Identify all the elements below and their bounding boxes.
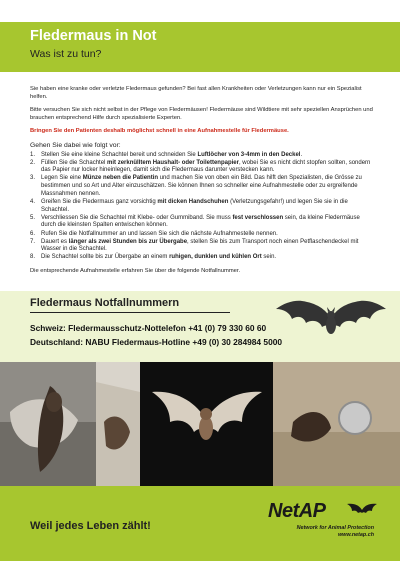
photo-bat-hand [0, 362, 96, 486]
flying-bat-icon [272, 295, 390, 357]
netap-logo[interactable] [268, 500, 380, 556]
photo-bat-flight [140, 362, 273, 486]
photo-bat-box [96, 362, 140, 486]
hotline-germany: Deutschland: NABU Fledermaus-Hotline +49 (0) 30 284984 5000 [30, 337, 283, 347]
logo-url-link[interactable]: www.netap.ch [337, 532, 374, 538]
page-subtitle: Was ist zu tun? [30, 48, 102, 60]
footer-banner [0, 486, 400, 561]
header-banner [0, 22, 400, 72]
step-item: 6. Rufen Sie die Notfallnummer an und lassen Sie sich die nächste Aufnahmestelle nennen. [30, 230, 278, 237]
hotline-switzerland: Schweiz: Fledermausschutz-Nottelefon +41 (0) 79 330 60 60 [30, 323, 267, 333]
logo-tagline: Network for Animal Protection [296, 525, 374, 531]
warning-text: Bringen Sie den Patienten deshalb möglichst schnell in eine Aufnahmestelle für Fledermäuse. [30, 128, 289, 135]
step-item: 7. Dauert es länger als zwei Stunden bis zur Übergabe, stellen Sie bis zum Transport noch einen Petflaschendeckel mit Wasser in die Schachtel. [30, 238, 359, 253]
hotline-underline [30, 312, 230, 313]
intro-paragraph-1: Sie haben eine kranke oder verletzte Fledermaus gefunden? Bei fast allen Krankheiten oder Verletzungen kann nur ein Spezialist helfen. [30, 86, 362, 100]
hotline-title: Fledermaus Notfallnummern [30, 297, 180, 309]
main-content [30, 86, 375, 282]
intro-paragraph-2: Bitte versuchen Sie sich nicht selbst in der Pflege von Fledermäusen! Fledermäuse sind Wildtiere mit sehr speziellen Ansprüchen und brauchen entsprechend Hilfe durch spezialisierte Experten. [30, 107, 373, 121]
logo-bat-icon [346, 502, 378, 518]
step-item: 4. Greifen Sie die Fledermaus ganz vorsichtig mit dicken Handschuhen (Verletzungsgefahr!) und legen Sie sie in die Schachtel. [30, 198, 348, 213]
page-title: Fledermaus in Not [30, 28, 157, 44]
steps-lead: Gehen Sie dabei wie folgt vor: [30, 141, 121, 149]
outro-paragraph: Die entsprechende Aufnahmestelle erfahren Sie über die folgende Notfallnummer. [30, 268, 241, 275]
steps-list [30, 152, 375, 263]
photo-bat-coin [273, 362, 400, 486]
step-item: 3. Legen Sie eine Münze neben die Patientin und machen Sie von oben ein Bild. Das hilft den Spezialisten, die Grösse zu bestimmen und so Art und Alter einzuschätzen. Sie können Ihnen so schneller eine Aufnahmestelle oder zu ergreifende Massnahmen nennen. [30, 175, 362, 197]
footer-slogan: Weil jedes Leben zählt! [30, 520, 151, 532]
photo-strip [0, 362, 400, 486]
step-item: 2. Füllen Sie die Schachtel mit zerknülltem Haushalt- oder Toilettenpapier, wobei Sie es nicht dicht stopfen sollten, sondern das Papier nur locker hineinlegen, damit sich die Fledermaus darunter verstecken kann. [30, 159, 371, 174]
step-item: 8. Die Schachtel sollte bis zur Übergabe an einem ruhigen, dunklen und kühlen Ort sein. [30, 254, 277, 261]
step-item: 5. Verschliessen Sie die Schachtel mit Klebe- oder Gummiband. Sie muss fest verschlossen sein, da kleine Fledermäuse durch die kleinsten Spalten entwischen können. [30, 214, 360, 229]
step-item: 1. Stellen Sie eine kleine Schachtel bereit und schneiden Sie Luftlöcher von 3-4mm in den Deckel. [30, 151, 303, 158]
logo-wordmark: NetAP [268, 500, 326, 522]
